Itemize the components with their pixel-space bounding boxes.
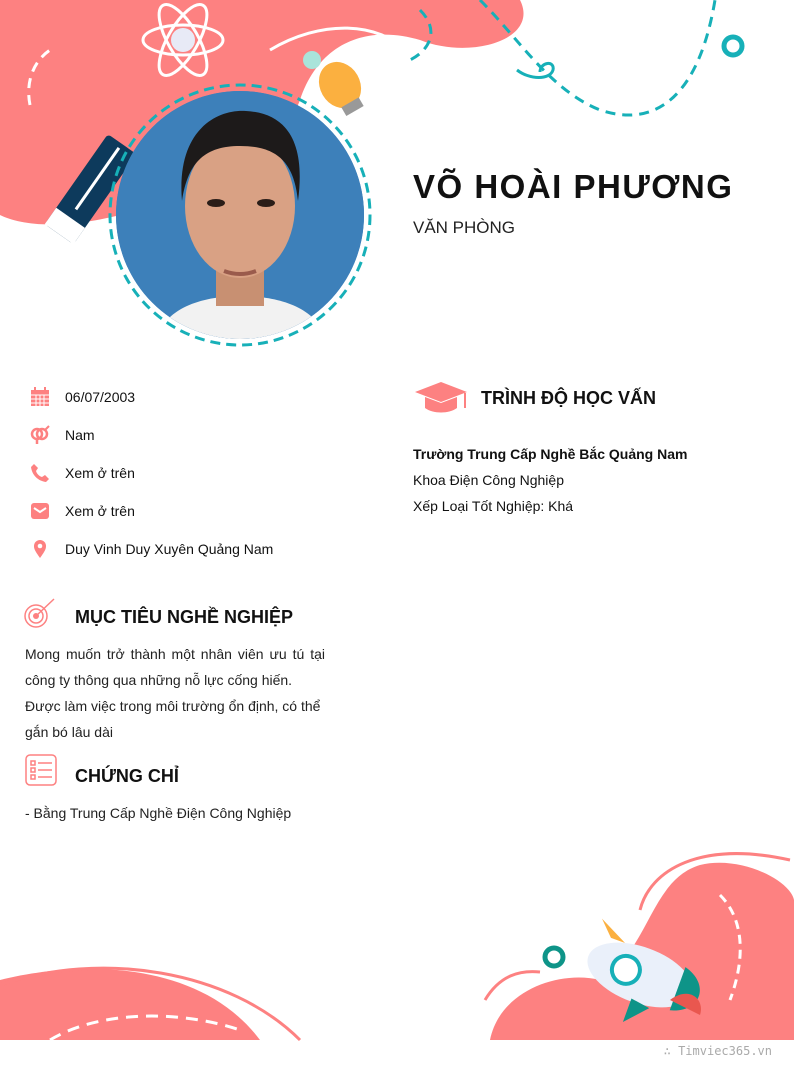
candidate-position: VĂN PHÒNG (413, 218, 516, 237)
gender-icon (30, 425, 50, 445)
contact-info (30, 387, 350, 567)
graduation-cap-icon (413, 380, 469, 414)
location-icon (30, 539, 50, 559)
education-entry (413, 441, 687, 519)
objective-text (25, 641, 325, 745)
objective-line: công ty thông qua những nỗ lực cống hiến. (25, 672, 293, 688)
objective-line: gắn bó lâu dài (25, 724, 113, 740)
email-icon (30, 501, 50, 521)
contact-birthday (30, 387, 135, 407)
profile-photo (116, 91, 364, 339)
objective-line: Mong muốn trở thành một nhân viên ưu tú tại (25, 646, 325, 662)
phone-icon (30, 463, 50, 483)
certificates-title: CHỨNG CHỈ (75, 766, 179, 786)
phone-value: Xem ở trên (65, 465, 135, 481)
candidate-name: VÕ HOÀI PHƯƠNG (413, 168, 734, 205)
target-icon (24, 596, 58, 630)
objective-line: Được làm việc trong môi trường ổn định, có thể (25, 698, 321, 714)
certificate-item: - Bằng Trung Cấp Nghề Điện Công Nghiệp (25, 805, 292, 821)
contact-phone (30, 463, 135, 483)
gender-value: Nam (65, 427, 95, 443)
contact-address (30, 539, 273, 559)
education-title: TRÌNH ĐỘ HỌC VẤN (481, 388, 656, 408)
graduation-grade: Xếp Loại Tốt Nghiệp: Khá (413, 498, 574, 514)
calendar-icon (30, 387, 50, 407)
address-value: Duy Vinh Duy Xuyên Quảng Nam (65, 541, 274, 557)
watermark: ∴ Timviec365.vn (663, 1044, 772, 1058)
contact-email (30, 501, 135, 521)
email-value: Xem ở trên (65, 503, 135, 519)
school-name: Trường Trung Cấp Nghề Bắc Quảng Nam (413, 446, 688, 462)
objective-title: MỤC TIÊU NGHỀ NGHIỆP (75, 607, 294, 627)
faculty: Khoa Điện Công Nghiệp (413, 472, 564, 488)
checklist-icon (25, 754, 57, 786)
contact-gender (30, 425, 95, 445)
birthday-value: 06/07/2003 (65, 389, 136, 405)
